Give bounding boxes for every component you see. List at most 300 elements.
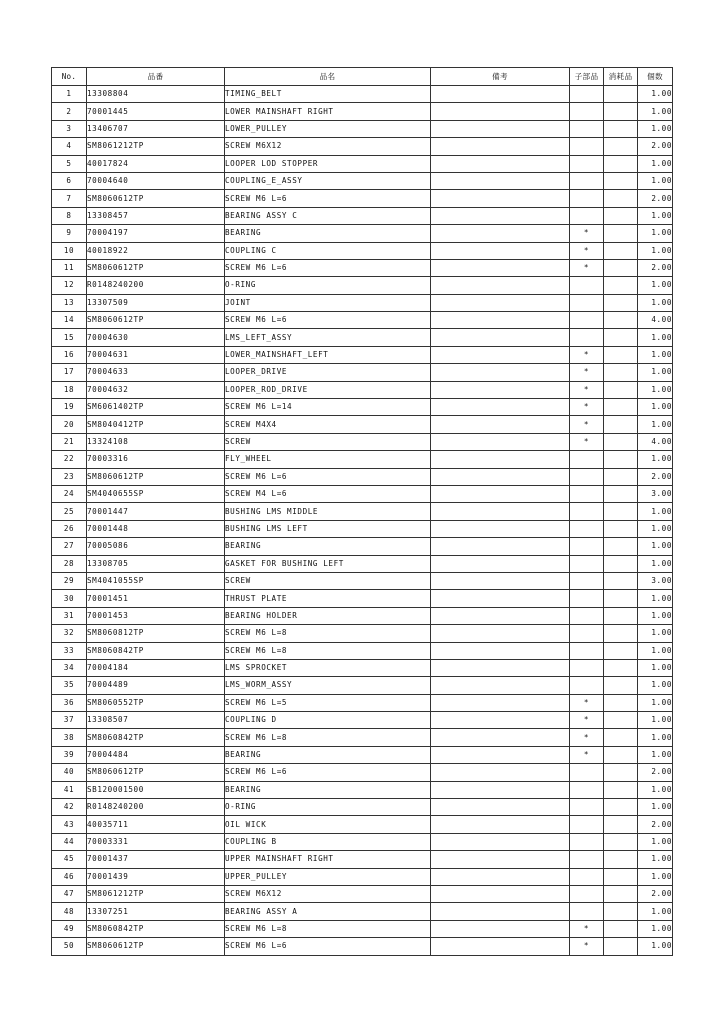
quantity: 1.00 — [638, 294, 673, 311]
row-number: 46 — [52, 868, 87, 885]
quantity: 3.00 — [638, 572, 673, 589]
subpart-mark: * — [570, 364, 604, 381]
row-number: 16 — [52, 346, 87, 363]
quantity: 1.00 — [638, 364, 673, 381]
row-number: 6 — [52, 172, 87, 189]
consumable-mark — [604, 451, 638, 468]
subpart-mark: * — [570, 399, 604, 416]
consumable-mark — [604, 694, 638, 711]
row-number: 38 — [52, 729, 87, 746]
row-number: 2 — [52, 103, 87, 120]
subpart-mark — [570, 625, 604, 642]
header-part-number: 品番 — [87, 68, 225, 86]
part-number: SB120001500 — [87, 781, 225, 798]
part-number: 13308804 — [87, 86, 225, 103]
part-number: SM8060612TP — [87, 468, 225, 485]
table-row — [52, 659, 673, 676]
consumable-mark — [604, 746, 638, 763]
remarks — [431, 659, 570, 676]
remarks — [431, 86, 570, 103]
subpart-mark — [570, 312, 604, 329]
consumable-mark — [604, 172, 638, 189]
row-number: 44 — [52, 833, 87, 850]
part-number: SM8060612TP — [87, 259, 225, 276]
header-remarks: 備考 — [431, 68, 570, 86]
subpart-mark — [570, 764, 604, 781]
consumable-mark — [604, 433, 638, 450]
remarks — [431, 816, 570, 833]
consumable-mark — [604, 242, 638, 259]
consumable-mark — [604, 155, 638, 172]
subpart-mark — [570, 86, 604, 103]
remarks — [431, 451, 570, 468]
subpart-mark: * — [570, 746, 604, 763]
part-name: LOOPER LOD STOPPER — [225, 155, 431, 172]
remarks — [431, 312, 570, 329]
remarks — [431, 242, 570, 259]
row-number: 22 — [52, 451, 87, 468]
row-number: 48 — [52, 903, 87, 920]
row-number: 43 — [52, 816, 87, 833]
quantity: 1.00 — [638, 938, 673, 955]
table-row — [52, 625, 673, 642]
subpart-mark — [570, 833, 604, 850]
table-row — [52, 677, 673, 694]
part-name: BEARING — [225, 746, 431, 763]
consumable-mark — [604, 572, 638, 589]
table-row — [52, 190, 673, 207]
table-row — [52, 799, 673, 816]
subpart-mark — [570, 677, 604, 694]
part-name: SCREW M6 L=8 — [225, 920, 431, 937]
part-number: 70003316 — [87, 451, 225, 468]
quantity: 1.00 — [638, 120, 673, 137]
table-row — [52, 172, 673, 189]
subpart-mark: * — [570, 433, 604, 450]
consumable-mark — [604, 868, 638, 885]
part-number: SM8060552TP — [87, 694, 225, 711]
subpart-mark: * — [570, 920, 604, 937]
row-number: 34 — [52, 659, 87, 676]
row-number: 4 — [52, 138, 87, 155]
quantity: 1.00 — [638, 381, 673, 398]
row-number: 24 — [52, 485, 87, 502]
subpart-mark: * — [570, 694, 604, 711]
part-name: LMS_WORM_ASSY — [225, 677, 431, 694]
table-row — [52, 712, 673, 729]
subpart-mark — [570, 520, 604, 537]
quantity: 1.00 — [638, 799, 673, 816]
table-row — [52, 259, 673, 276]
quantity: 1.00 — [638, 642, 673, 659]
remarks — [431, 329, 570, 346]
table-row — [52, 885, 673, 902]
table-row — [52, 920, 673, 937]
part-name: GASKET FOR BUSHING LEFT — [225, 555, 431, 572]
part-name: LOWER_PULLEY — [225, 120, 431, 137]
row-number: 40 — [52, 764, 87, 781]
remarks — [431, 590, 570, 607]
part-number: 13308457 — [87, 207, 225, 224]
subpart-mark: * — [570, 225, 604, 242]
part-name: SCREW M6 L=8 — [225, 642, 431, 659]
remarks — [431, 746, 570, 763]
table-row — [52, 572, 673, 589]
quantity: 1.00 — [638, 103, 673, 120]
remarks — [431, 885, 570, 902]
row-number: 8 — [52, 207, 87, 224]
part-name: SCREW M4 L=6 — [225, 485, 431, 502]
remarks — [431, 833, 570, 850]
remarks — [431, 259, 570, 276]
part-number: 70005086 — [87, 538, 225, 555]
table-row — [52, 86, 673, 103]
part-number: SM4041055SP — [87, 572, 225, 589]
row-number: 36 — [52, 694, 87, 711]
part-number: 70001439 — [87, 868, 225, 885]
row-number: 26 — [52, 520, 87, 537]
consumable-mark — [604, 120, 638, 137]
table-row — [52, 816, 673, 833]
remarks — [431, 781, 570, 798]
part-number: SM8060842TP — [87, 642, 225, 659]
consumable-mark — [604, 885, 638, 902]
consumable-mark — [604, 833, 638, 850]
quantity: 1.00 — [638, 503, 673, 520]
quantity: 1.00 — [638, 277, 673, 294]
part-number: SM8061212TP — [87, 138, 225, 155]
row-number: 17 — [52, 364, 87, 381]
table-row — [52, 207, 673, 224]
part-name: O-RING — [225, 799, 431, 816]
row-number: 49 — [52, 920, 87, 937]
consumable-mark — [604, 903, 638, 920]
subpart-mark: * — [570, 729, 604, 746]
table-row — [52, 538, 673, 555]
row-number: 45 — [52, 851, 87, 868]
part-name: SCREW M6 L=6 — [225, 190, 431, 207]
consumable-mark — [604, 764, 638, 781]
remarks — [431, 103, 570, 120]
quantity: 1.00 — [638, 694, 673, 711]
table-row — [52, 138, 673, 155]
consumable-mark — [604, 207, 638, 224]
consumable-mark — [604, 381, 638, 398]
part-number: 70004633 — [87, 364, 225, 381]
consumable-mark — [604, 920, 638, 937]
quantity: 2.00 — [638, 885, 673, 902]
part-name: O-RING — [225, 277, 431, 294]
remarks — [431, 190, 570, 207]
row-number: 11 — [52, 259, 87, 276]
quantity: 1.00 — [638, 729, 673, 746]
subpart-mark — [570, 468, 604, 485]
part-number: 13406707 — [87, 120, 225, 137]
part-number: 40035711 — [87, 816, 225, 833]
row-number: 39 — [52, 746, 87, 763]
part-name: SCREW M6 L=14 — [225, 399, 431, 416]
quantity: 1.00 — [638, 833, 673, 850]
quantity: 1.00 — [638, 659, 673, 676]
consumable-mark — [604, 677, 638, 694]
table-row — [52, 503, 673, 520]
subpart-mark — [570, 538, 604, 555]
remarks — [431, 729, 570, 746]
consumable-mark — [604, 520, 638, 537]
consumable-mark — [604, 938, 638, 955]
part-number: 70004640 — [87, 172, 225, 189]
part-number: SM8060842TP — [87, 729, 225, 746]
part-name: LOOPER_ROD_DRIVE — [225, 381, 431, 398]
row-number: 29 — [52, 572, 87, 589]
quantity: 1.00 — [638, 225, 673, 242]
part-name: LOOPER_DRIVE — [225, 364, 431, 381]
table-row — [52, 590, 673, 607]
part-name: SCREW M6X12 — [225, 885, 431, 902]
part-number: 13308507 — [87, 712, 225, 729]
row-number: 37 — [52, 712, 87, 729]
remarks — [431, 920, 570, 937]
part-number: SM4040655SP — [87, 485, 225, 502]
table-row — [52, 433, 673, 450]
row-number: 21 — [52, 433, 87, 450]
consumable-mark — [604, 294, 638, 311]
part-number: 70001447 — [87, 503, 225, 520]
remarks — [431, 207, 570, 224]
consumable-mark — [604, 86, 638, 103]
part-number: SM8060612TP — [87, 190, 225, 207]
consumable-mark — [604, 399, 638, 416]
part-name: COUPLING_E_ASSY — [225, 172, 431, 189]
row-number: 7 — [52, 190, 87, 207]
remarks — [431, 764, 570, 781]
subpart-mark — [570, 816, 604, 833]
part-name: SCREW M6 L=6 — [225, 259, 431, 276]
consumable-mark — [604, 555, 638, 572]
remarks — [431, 294, 570, 311]
remarks — [431, 120, 570, 137]
table-row — [52, 903, 673, 920]
part-name: BUSHING LMS MIDDLE — [225, 503, 431, 520]
table-row — [52, 468, 673, 485]
consumable-mark — [604, 259, 638, 276]
quantity: 2.00 — [638, 468, 673, 485]
quantity: 2.00 — [638, 764, 673, 781]
consumable-mark — [604, 190, 638, 207]
part-number: SM8060842TP — [87, 920, 225, 937]
quantity: 1.00 — [638, 851, 673, 868]
part-number: 13308705 — [87, 555, 225, 572]
part-name: SCREW M6 L=5 — [225, 694, 431, 711]
subpart-mark — [570, 503, 604, 520]
part-name: SCREW M6 L=6 — [225, 468, 431, 485]
row-number: 5 — [52, 155, 87, 172]
part-number: 70001453 — [87, 607, 225, 624]
table-row — [52, 242, 673, 259]
table-row — [52, 938, 673, 955]
row-number: 19 — [52, 399, 87, 416]
row-number: 47 — [52, 885, 87, 902]
consumable-mark — [604, 138, 638, 155]
consumable-mark — [604, 364, 638, 381]
part-number: 70001448 — [87, 520, 225, 537]
quantity: 3.00 — [638, 485, 673, 502]
subpart-mark — [570, 329, 604, 346]
part-number: SM8060612TP — [87, 312, 225, 329]
quantity: 1.00 — [638, 86, 673, 103]
table-row — [52, 485, 673, 502]
subpart-mark — [570, 103, 604, 120]
remarks — [431, 520, 570, 537]
part-name: SCREW M6 L=6 — [225, 764, 431, 781]
part-number: 70003331 — [87, 833, 225, 850]
part-name: LMS_LEFT_ASSY — [225, 329, 431, 346]
part-number: 40017824 — [87, 155, 225, 172]
quantity: 1.00 — [638, 712, 673, 729]
consumable-mark — [604, 642, 638, 659]
part-name: COUPLING B — [225, 833, 431, 850]
consumable-mark — [604, 485, 638, 502]
table-row — [52, 381, 673, 398]
row-number: 50 — [52, 938, 87, 955]
quantity: 1.00 — [638, 677, 673, 694]
parts-table — [51, 67, 673, 956]
consumable-mark — [604, 781, 638, 798]
subpart-mark: * — [570, 259, 604, 276]
part-name: THRUST PLATE — [225, 590, 431, 607]
consumable-mark — [604, 468, 638, 485]
row-number: 32 — [52, 625, 87, 642]
table-row — [52, 312, 673, 329]
part-number: 13324108 — [87, 433, 225, 450]
consumable-mark — [604, 729, 638, 746]
part-name: COUPLING D — [225, 712, 431, 729]
row-number: 41 — [52, 781, 87, 798]
row-number: 42 — [52, 799, 87, 816]
part-number: SM8060612TP — [87, 764, 225, 781]
remarks — [431, 468, 570, 485]
subpart-mark — [570, 172, 604, 189]
quantity: 1.00 — [638, 451, 673, 468]
part-name: SCREW M6 L=8 — [225, 729, 431, 746]
consumable-mark — [604, 607, 638, 624]
part-number: 70004484 — [87, 746, 225, 763]
remarks — [431, 903, 570, 920]
part-name: BEARING HOLDER — [225, 607, 431, 624]
quantity: 1.00 — [638, 207, 673, 224]
remarks — [431, 694, 570, 711]
part-number: 70001445 — [87, 103, 225, 120]
table-row — [52, 781, 673, 798]
subpart-mark — [570, 294, 604, 311]
quantity: 1.00 — [638, 399, 673, 416]
subpart-mark — [570, 555, 604, 572]
quantity: 2.00 — [638, 138, 673, 155]
subpart-mark — [570, 659, 604, 676]
part-name: UPPER_PULLEY — [225, 868, 431, 885]
part-name: LMS SPROCKET — [225, 659, 431, 676]
consumable-mark — [604, 625, 638, 642]
consumable-mark — [604, 346, 638, 363]
subpart-mark — [570, 155, 604, 172]
part-name: SCREW — [225, 572, 431, 589]
row-number: 31 — [52, 607, 87, 624]
subpart-mark — [570, 138, 604, 155]
part-name: SCREW M6 L=8 — [225, 625, 431, 642]
consumable-mark — [604, 416, 638, 433]
part-number: 13307509 — [87, 294, 225, 311]
subpart-mark — [570, 590, 604, 607]
part-number: 70004184 — [87, 659, 225, 676]
part-number: R0148240200 — [87, 277, 225, 294]
remarks — [431, 677, 570, 694]
table-row — [52, 416, 673, 433]
table-row — [52, 642, 673, 659]
part-number: 70004632 — [87, 381, 225, 398]
subpart-mark — [570, 207, 604, 224]
table-row — [52, 520, 673, 537]
table-row — [52, 277, 673, 294]
part-name: LOWER_MAINSHAFT_LEFT — [225, 346, 431, 363]
subpart-mark — [570, 277, 604, 294]
subpart-mark — [570, 451, 604, 468]
subpart-mark: * — [570, 938, 604, 955]
table-row — [52, 607, 673, 624]
remarks — [431, 485, 570, 502]
header-subpart: 子部品 — [570, 68, 604, 86]
header-consumable: 消耗品 — [604, 68, 638, 86]
remarks — [431, 225, 570, 242]
consumable-mark — [604, 503, 638, 520]
subpart-mark: * — [570, 242, 604, 259]
part-number: 13307251 — [87, 903, 225, 920]
remarks — [431, 416, 570, 433]
quantity: 1.00 — [638, 590, 673, 607]
part-name: BEARING ASSY A — [225, 903, 431, 920]
remarks — [431, 381, 570, 398]
row-number: 18 — [52, 381, 87, 398]
remarks — [431, 642, 570, 659]
remarks — [431, 607, 570, 624]
quantity: 1.00 — [638, 329, 673, 346]
quantity: 1.00 — [638, 242, 673, 259]
header-part-name: 品名 — [225, 68, 431, 86]
part-name: BEARING — [225, 538, 431, 555]
part-number: 70004489 — [87, 677, 225, 694]
row-number: 12 — [52, 277, 87, 294]
consumable-mark — [604, 712, 638, 729]
table-row — [52, 399, 673, 416]
quantity: 1.00 — [638, 746, 673, 763]
table-row — [52, 103, 673, 120]
subpart-mark — [570, 851, 604, 868]
subpart-mark — [570, 120, 604, 137]
table-row — [52, 225, 673, 242]
quantity: 2.00 — [638, 816, 673, 833]
quantity: 1.00 — [638, 346, 673, 363]
table-row — [52, 729, 673, 746]
subpart-mark — [570, 868, 604, 885]
parts-table-body — [52, 86, 673, 956]
subpart-mark: * — [570, 712, 604, 729]
part-number: R0148240200 — [87, 799, 225, 816]
part-number: SM8061212TP — [87, 885, 225, 902]
parts-list-sheet — [51, 67, 673, 956]
part-number: 70004197 — [87, 225, 225, 242]
row-number: 3 — [52, 120, 87, 137]
consumable-mark — [604, 851, 638, 868]
row-number: 1 — [52, 86, 87, 103]
